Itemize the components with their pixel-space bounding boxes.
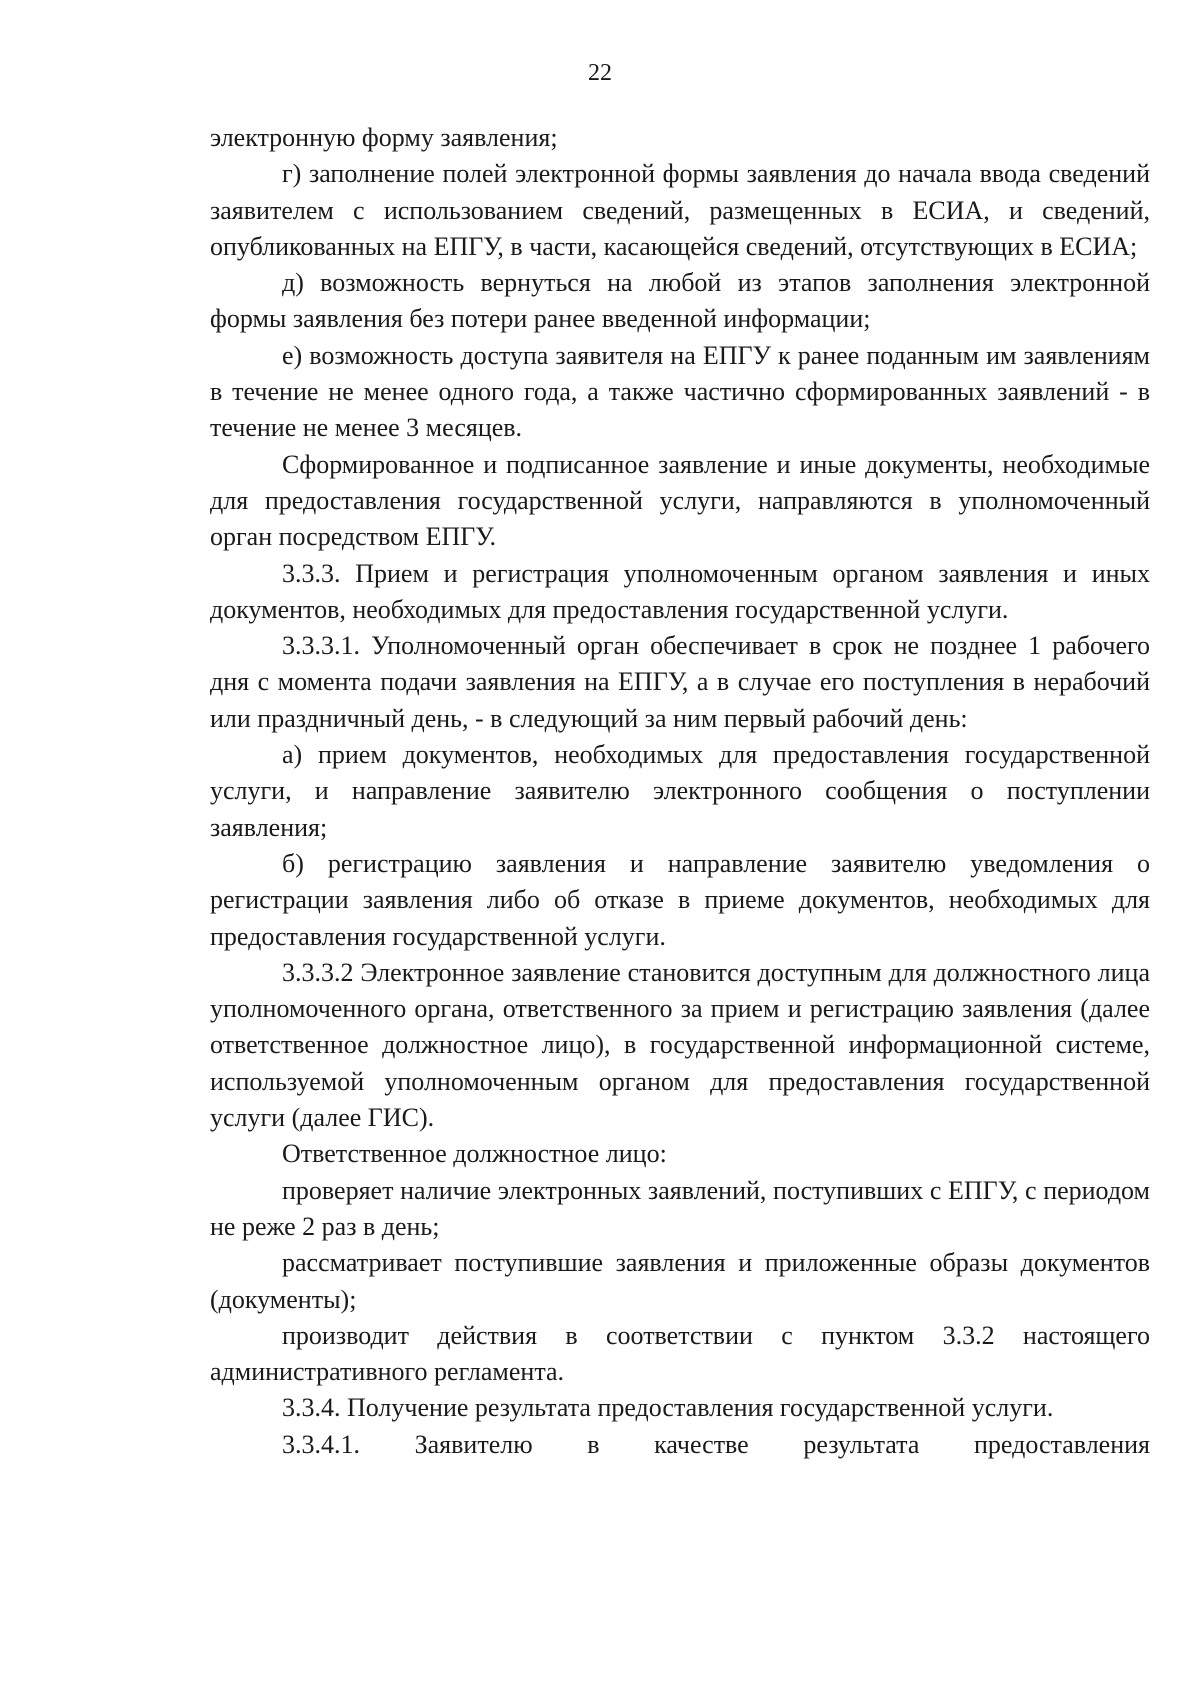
list-item: б) регистрацию заявления и направление заявителю уведомления о регистрации заявления либо об отказе в приеме документов, необходимых для предоставления государственной услуги. [210,848,1150,951]
list-item: производит действия в соответствии с пунктом 3.3.2 настоящего административного регламента. [210,1320,1150,1387]
paragraph: 3.3.3.1. Уполномоченный орган обеспечивает в срок не позднее 1 рабочего дня с момента подачи заявления на ЕПГУ, а в случае его поступления в нерабочий или праздничный день, - в следующий за ним первый рабочий день: [210,631,1150,733]
paragraph: электронную форму заявления; [210,123,558,152]
paragraph: 3.3.3.2 Электронное заявление становится доступным для должностного лица уполномоченного органа, ответственного за прием и регистрацию заявления (далее ответственное должностное лицо), в государственной информационной системе, используемой уполномоченным органом для предоставления государственной услуги (далее ГИС). [210,957,1150,1133]
paragraph: д) возможность вернуться на любой из этапов заполнения электронной формы заявления без потери ранее введенной информации; [210,268,1150,334]
paragraph: 3.3.4.1. Заявителю в качестве результата предоставления [282,1429,1150,1459]
list-item: проверяет наличие электронных заявлений, поступивших с ЕПГУ, с периодом не реже 2 раз в день; [210,1175,1150,1241]
section-heading-3-3-3: 3.3.3. Прием и регистрация уполномоченным органом заявления и иных документов, необходимых для предоставления государственной услуги. [210,558,1150,624]
list-item: а) прием документов, необходимых для предоставления государственной услуги, и направление заявителю электронного сообщения о поступлении заявления; [210,740,1150,842]
paragraph: е) возможность доступа заявителя на ЕПГУ к ранее поданным им заявлениям в течение не менее одного года, а также частично сформированных заявлений - в течение не менее 3 месяцев. [210,340,1150,443]
paragraph: г) заполнение полей электронной формы заявления до начала ввода сведений заявителем с использованием сведений, размещенных в ЕСИА, и сведений, опубликованных на ЕПГУ, в части, касающейся сведений, отсутствующих в ЕСИА; [210,159,1150,261]
paragraph: Сформированное и подписанное заявление и иные документы, необходимые для предоставления государственной услуги, направляются в уполномоченный орган посредством ЕПГУ. [210,449,1150,552]
paragraph: Ответственное должностное лицо: [282,1139,667,1169]
page-number: 22 [588,60,612,86]
list-item: рассматривает поступившие заявления и приложенные образы документов (документы); [210,1248,1150,1314]
section-heading-3-3-4: 3.3.4. Получение результата предоставления государственной услуги. [282,1393,1054,1423]
document-body [210,120,1150,1463]
